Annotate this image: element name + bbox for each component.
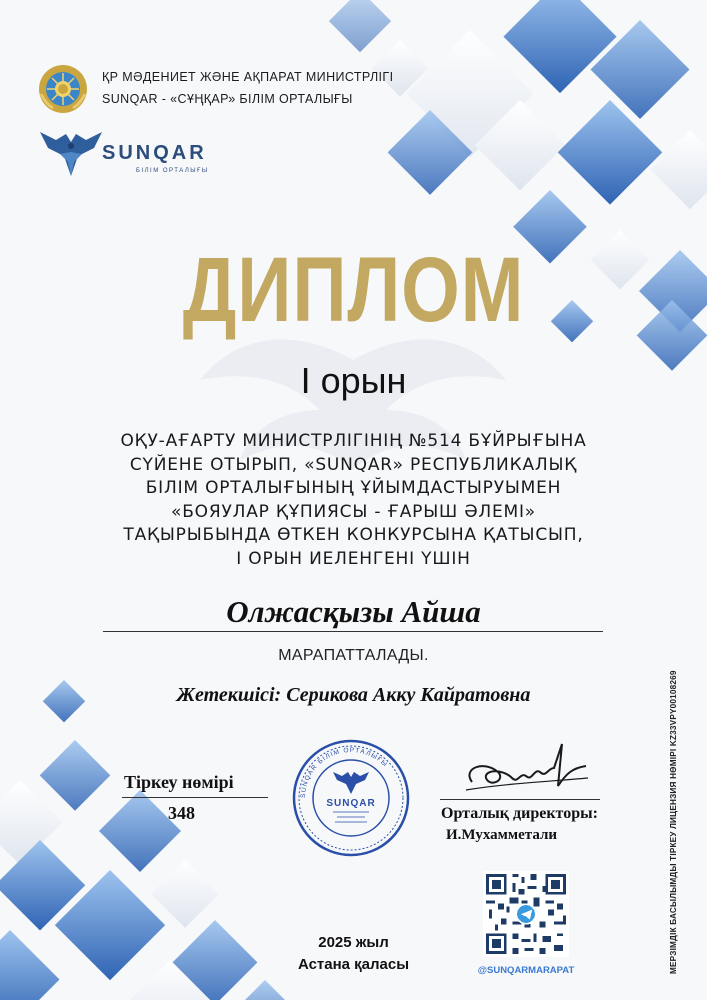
winner-name: Олжасқызы Айша <box>226 594 481 629</box>
registration-label: Тіркеу нөмірі <box>124 772 234 792</box>
center-line: SUNQAR - «СҰҢҚАР» БІЛІМ ОРТАЛЫҒЫ <box>102 92 353 106</box>
body-line: «БОЯУЛАР ҚҰПИЯСЫ - ҒАРЫШ ӘЛЕМІ» <box>171 501 536 522</box>
director-name: И.Мухамметали <box>446 827 558 843</box>
kazakhstan-emblem-icon <box>38 64 88 114</box>
awarded-text: МАРАПАТТАЛАДЫ. <box>278 647 429 664</box>
sunqar-logo-subtitle: БІЛІМ ОРТАЛЫҒЫ <box>136 168 209 174</box>
director-label: Орталық директоры: <box>441 805 598 822</box>
sunqar-bird-logo-icon <box>38 126 104 184</box>
stamp-bird-icon <box>333 772 369 794</box>
header-text <box>102 66 393 110</box>
award-reason <box>60 430 647 571</box>
license-side-text: МЕРЗІМДІК БАСЫЛЫМДЫ ТІРКЕУ ЛИЦЕНЗИЯ НӨМІРІ KZ33VPY00108269 <box>669 670 678 974</box>
ministry-line: ҚР МӘДЕНИЕТ ЖӘНЕ АҚПАРАТ МИНИСТРЛІГІ <box>102 70 394 84</box>
body-line: БІЛІМ ОРТАЛЫҒЫНЫҢ ҰЙЫМДАСТЫРУЫМЕН <box>145 478 562 498</box>
place-text: I орын <box>300 360 407 401</box>
year-text: 2025 жыл <box>318 934 389 951</box>
body-line: I ОРЫН ИЕЛЕНГЕНІ ҮШІН <box>236 548 471 569</box>
winner-underline <box>103 631 603 632</box>
body-line: СҮЙЕНЕ ОТЫРЫП, «SUNQAR» РЕСПУБЛИКАЛЫҚ <box>129 454 578 475</box>
body-line: ТАҚЫРЫБЫНДА ӨТКЕН КОНКУРСЫНА ҚАТЫСЫП, <box>123 525 584 545</box>
registration-number: 348 <box>168 803 195 823</box>
director-signature <box>462 738 592 802</box>
sunqar-logo-word: SUNQAR <box>102 142 207 164</box>
diploma-title: ДИПЛОМ <box>182 239 525 341</box>
stamp-ring-text: SUNQAR БІЛІМ ОРТАЛЫҒЫ <box>299 746 390 799</box>
qr-handle[interactable]: @SUNQARMARAPAT <box>477 965 575 976</box>
director-underline <box>440 799 600 800</box>
city-text: Астана қаласы <box>297 956 410 973</box>
registration-underline <box>122 797 268 798</box>
official-stamp <box>291 738 411 858</box>
mentor-text: Жетекшісі: Серикова Акку Кайратовна <box>176 684 531 706</box>
stamp-word: SUNQAR <box>326 798 376 809</box>
body-line: ОҚУ-АҒАРТУ МИНИСТРЛІГІНІҢ №514 БҰЙРЫҒЫНА <box>120 431 587 451</box>
